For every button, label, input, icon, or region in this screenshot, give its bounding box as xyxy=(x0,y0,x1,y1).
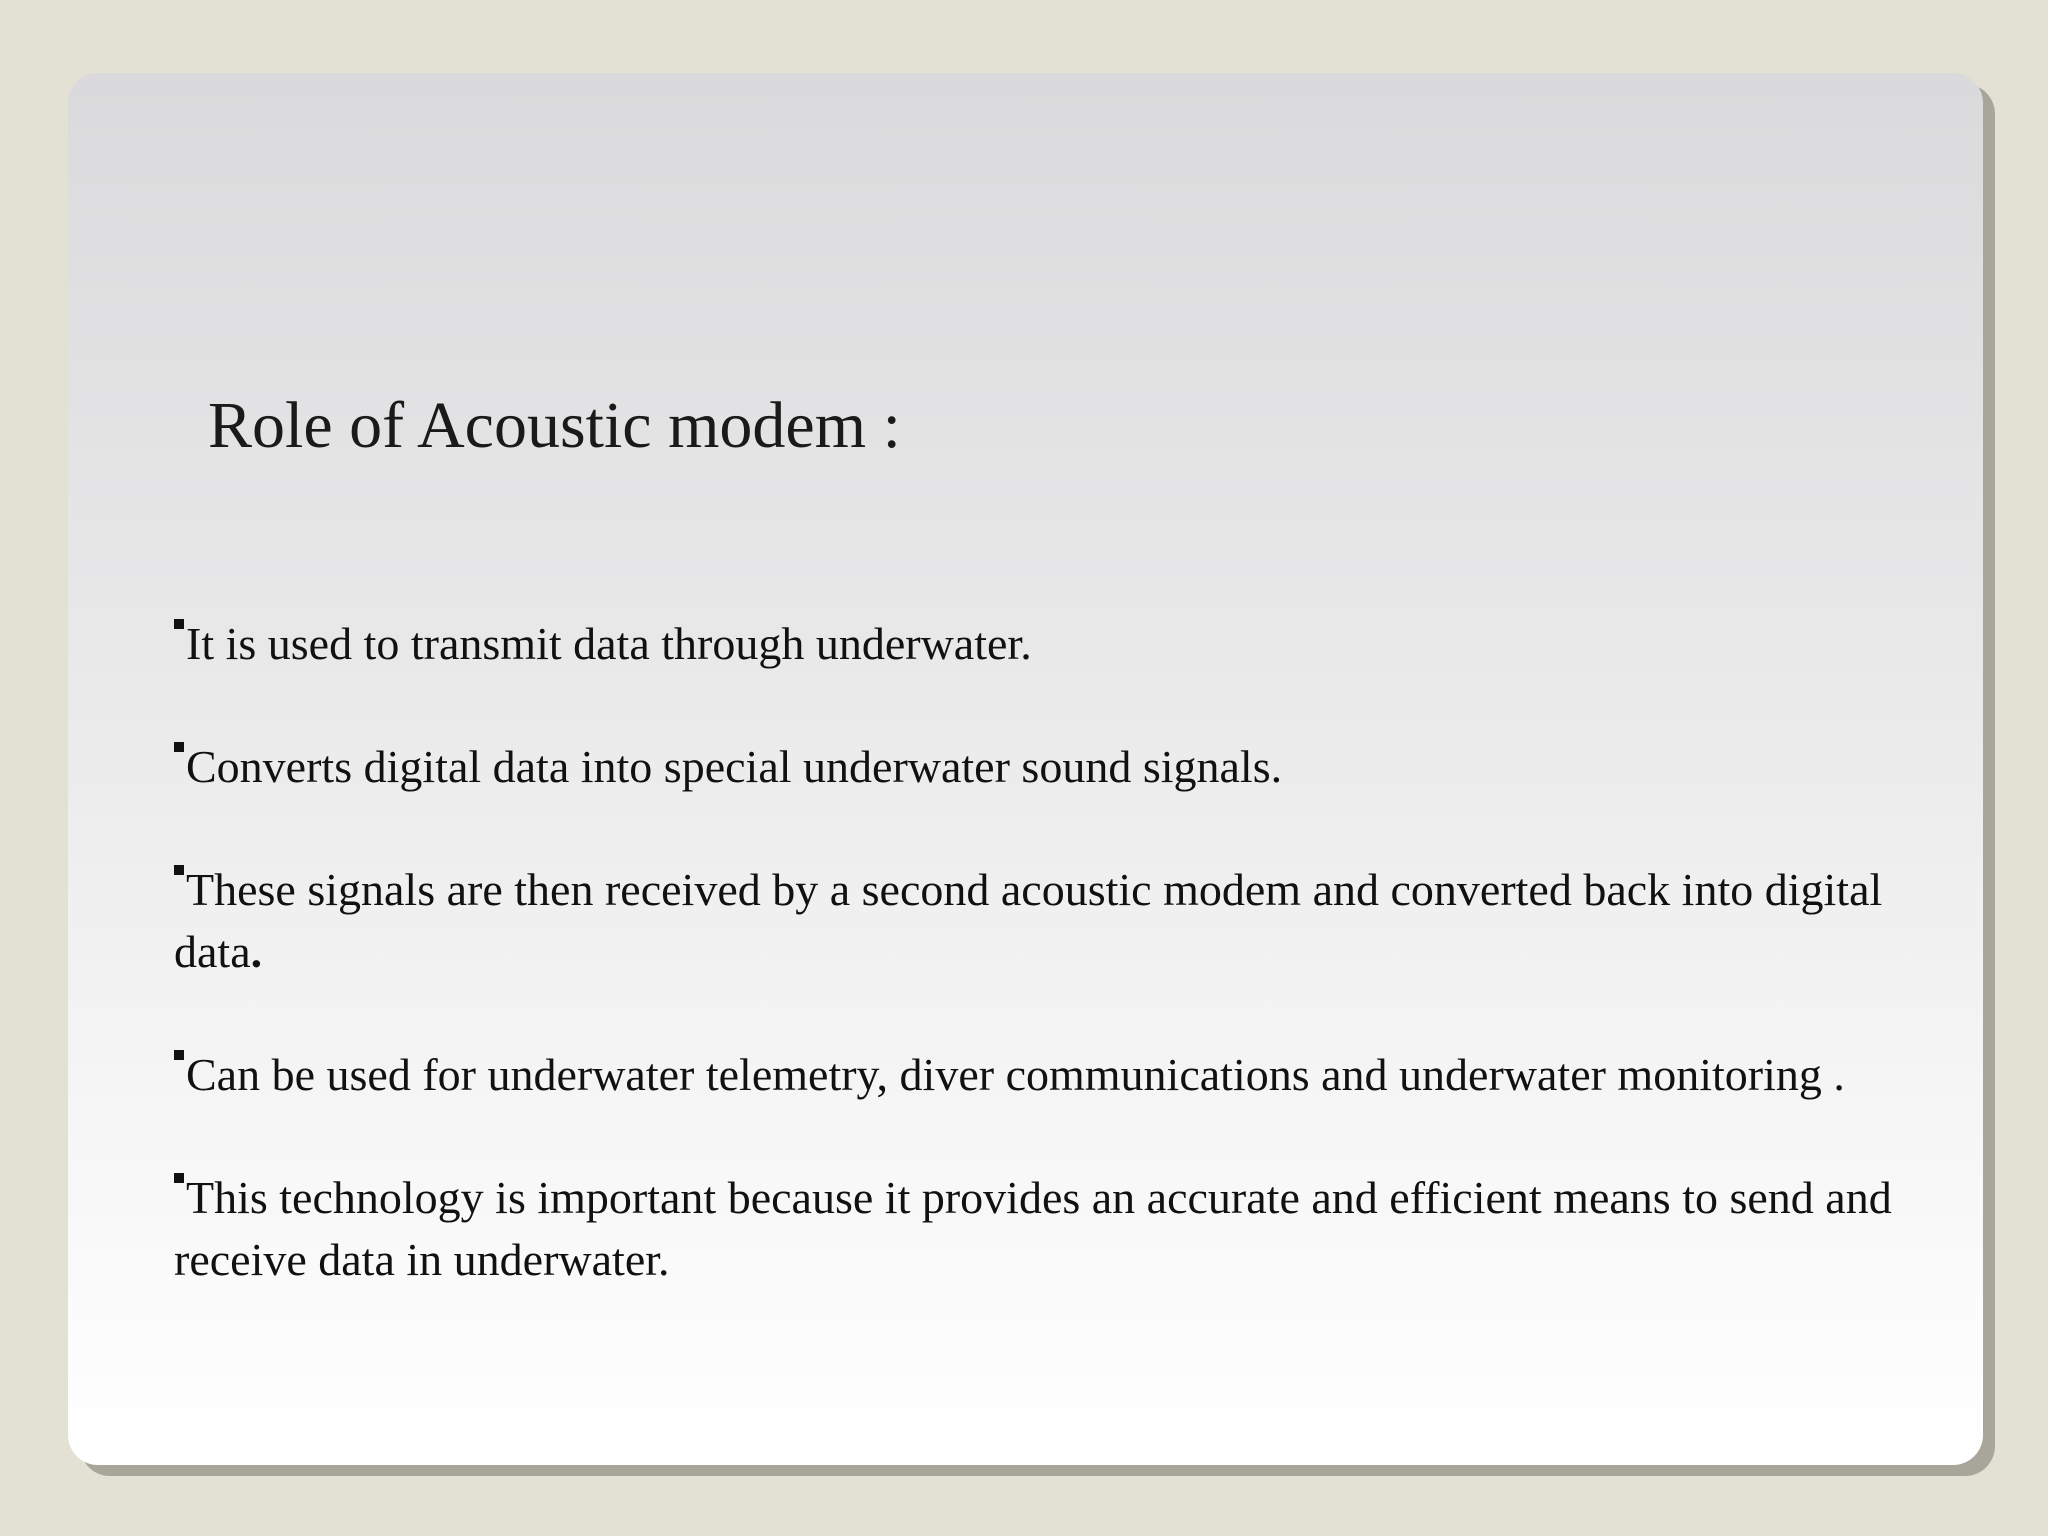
bullet-suffix: . xyxy=(250,926,263,977)
bullet-text: Converts digital data into special underwater sound signals. xyxy=(186,741,1283,792)
bullet-item xyxy=(174,1044,1894,1106)
bullet-item xyxy=(174,736,1894,798)
bullet-text: Can be used for underwater telemetry, diver communications and underwater monitoring . xyxy=(186,1049,1845,1100)
bullet-text: This technology is important because it provides an accurate and efficient means to send and receive data in underwater. xyxy=(174,1172,1892,1285)
bullet-text: It is used to transmit data through underwater. xyxy=(186,618,1032,669)
square-bullet-icon xyxy=(174,865,184,875)
bullet-list xyxy=(174,613,1894,1352)
square-bullet-icon xyxy=(174,742,184,752)
bullet-item xyxy=(174,859,1894,983)
bullet-item xyxy=(174,1167,1894,1291)
bullet-text: These signals are then received by a second acoustic modem and converted back into digital data xyxy=(174,864,1883,977)
square-bullet-icon xyxy=(174,1050,184,1060)
square-bullet-icon xyxy=(174,619,184,629)
slide-title: Role of Acoustic modem : xyxy=(208,389,901,462)
bullet-item xyxy=(174,613,1894,675)
slide xyxy=(68,73,1983,1465)
square-bullet-icon xyxy=(174,1173,184,1183)
